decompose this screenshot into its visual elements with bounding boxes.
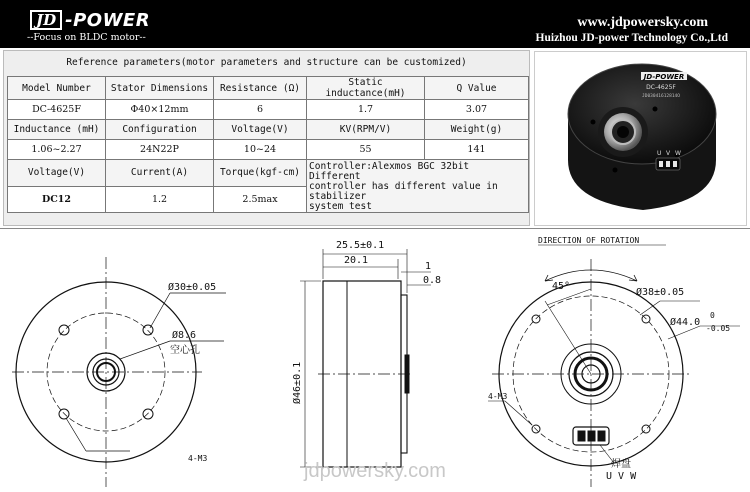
front-screw-label: 4-M3 [188,454,208,463]
step-dim: 1 [425,261,432,272]
table-cell: 1.7 [307,100,425,120]
table-cell: 24N22P [106,140,214,160]
table-title: Reference parameters(motor parameters and structure can be customized) [66,57,467,68]
parameter-panel [3,50,530,226]
uvw-label: U V W [606,471,637,482]
website-url: www.jdpowersky.com [577,15,708,30]
table-cell: DC-4625F [8,100,106,120]
phase-w-label: W [675,150,681,157]
table-cell: Inductance (mH) [8,120,106,140]
mounting-hole-icon [532,315,540,323]
front-pcd-dim: Ø30±0.05 [168,282,217,293]
weld-label: 焊盘 [611,459,631,470]
table-cell: 141 [425,140,529,160]
mounting-hole-icon [143,325,153,335]
table-cell: Current(A) [106,160,214,187]
rear-screw-label: 4-M3 [488,392,508,401]
table-cell: Static inductance(mH) [307,77,425,100]
table-row [8,77,529,100]
parameter-table [7,76,529,213]
screw-hole-icon [591,120,596,125]
phase-u-label: U [657,150,662,157]
rear-pcd-dim: Ø38±0.05 [636,287,685,298]
table-cell: 10~24 [214,140,307,160]
motor-photo [534,51,747,226]
table-row [8,140,529,160]
table-cell: 1.2 [106,186,214,213]
logo-box: JD [30,10,62,30]
watermark: jdpowersky.com [304,460,446,482]
note-line: controller has different value in stabilizer [309,181,498,202]
front-hole-dim: Ø8.6 [172,330,197,341]
table-cell: Weight(g) [425,120,529,140]
rear-outer-dim: Ø44.0 [670,317,701,328]
label-serial: JD03041612814O [642,94,680,99]
angle-dim: 45° [552,281,571,292]
table-cell: 1.06~2.27 [8,140,106,160]
table-cell: Resistance (Ω) [214,77,307,100]
table-cell: DC12 [8,186,106,213]
table-cell: Torque(kgf-cm) [214,160,307,187]
drawing-canvas [0,229,750,492]
table-row [8,120,529,140]
table-cell: KV(RPM/V) [307,120,425,140]
table-cell: Configuration [106,120,214,140]
note-line: Controller:Alexmos BGC 32bit Different [309,161,470,182]
table-row [8,100,529,120]
table-cell: Φ40×12mm [106,100,214,120]
note-line: system test [309,201,372,212]
diameter-dim: Ø46±0.1 [292,361,303,404]
front-hole-label: 空心孔 [170,345,200,356]
controller-note [307,160,529,213]
rotation-title: DIRECTION OF ROTATION [538,236,640,245]
mounting-hole-icon [143,409,153,419]
table-row [8,160,529,187]
solder-pad [673,161,677,167]
solder-pad [666,161,670,167]
screw-hole-icon [613,168,618,173]
phase-v-label: V [666,150,671,157]
table-cell: 55 [307,140,425,160]
screw-hole-icon [653,107,658,112]
header-banner [0,0,750,48]
solder-pad [578,431,585,441]
table-cell: 2.5max [214,186,307,213]
length-dim: 25.5±0.1 [336,240,385,251]
rear-outer-tol-lower: -0.05 [706,324,731,333]
solder-pad [598,431,605,441]
body-dim: 20.1 [344,255,369,266]
table-cell: 6 [214,100,307,120]
motor-photo-image [535,52,748,227]
jd-power-logo [30,9,150,31]
side-view [300,249,431,467]
solder-pad [659,161,663,167]
side-bearing [405,355,409,393]
rear-view [488,245,740,487]
table-cell: Voltage(V) [214,120,307,140]
table-cell: Voltage(V) [8,160,106,187]
rear-outer-tol-upper: 0 [710,311,715,320]
table-cell: Q Value [425,77,529,100]
label-model: DC-4625F [646,84,676,91]
solder-pad [588,431,595,441]
tagline: --Focus on BLDC motor-- [27,32,146,43]
mounting-hole-icon [59,325,69,335]
logo-text: -POWER [65,9,151,31]
mounting-hole-icon [642,425,650,433]
mounting-hole-icon [59,409,69,419]
label-brand: JD-POWER [643,73,685,81]
table-cell: 3.07 [425,100,529,120]
technical-drawing [0,228,750,492]
company-name: Huizhou JD-power Technology Co.,Ltd [535,32,728,44]
table-cell: Stator Dimensions [106,77,214,100]
lip-dim: 0.8 [423,275,442,286]
table-cell: Model Number [8,77,106,100]
